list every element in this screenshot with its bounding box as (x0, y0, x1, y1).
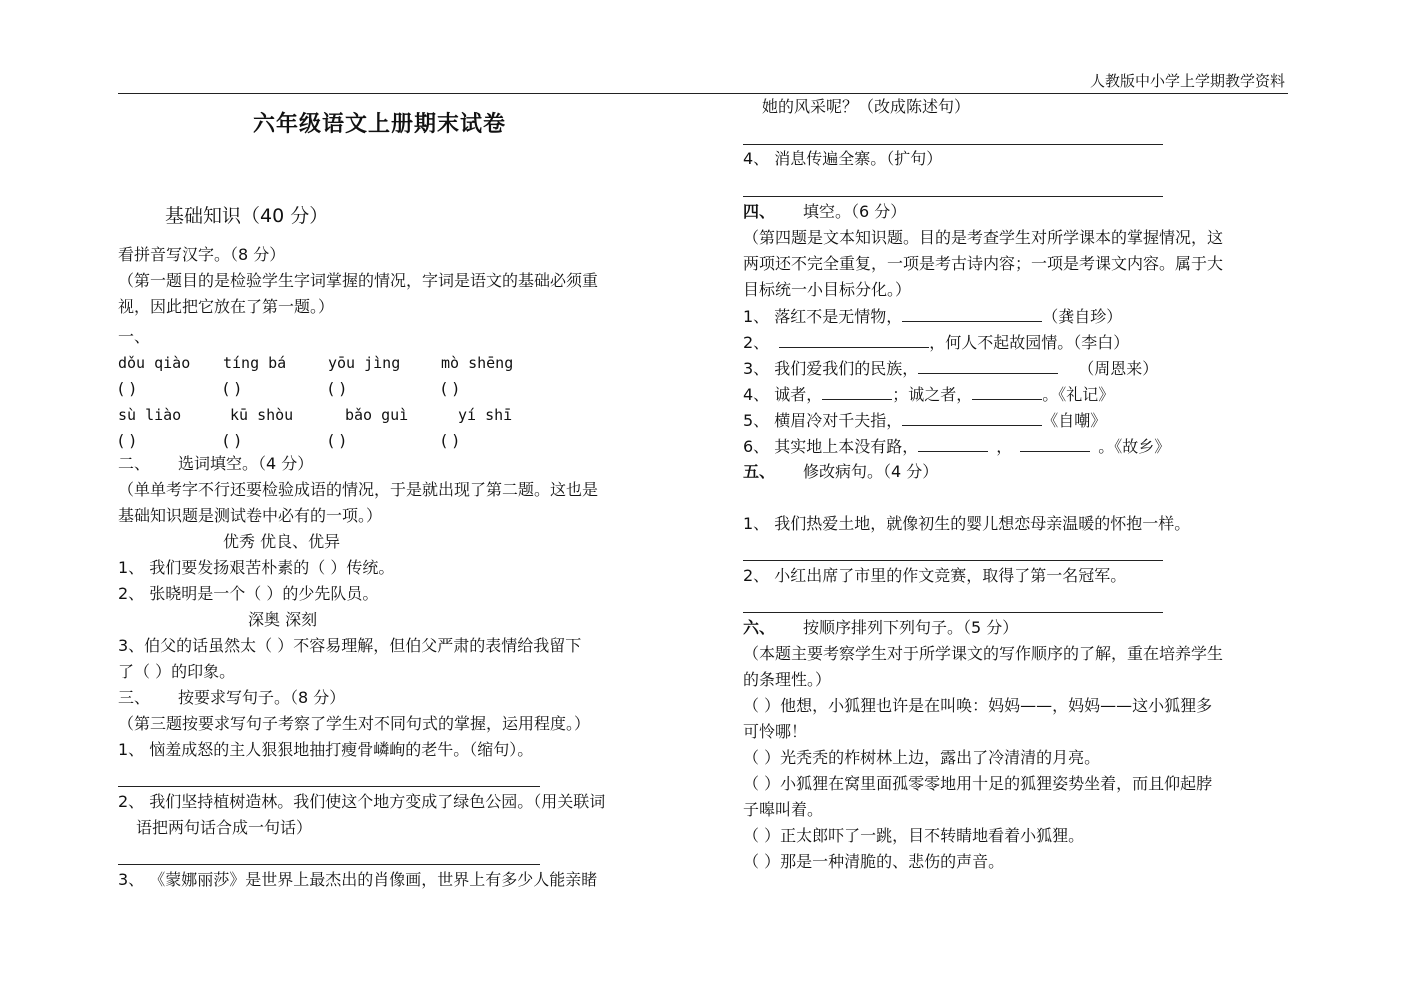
answer-line-q3-2[interactable] (118, 864, 540, 865)
header-text: 人教版中小学上学期教学资料 (1090, 72, 1286, 90)
q4-note-line1: （第四题是文本知识题。目的是考查学生对所学课本的掌握情况，这 (743, 228, 1224, 247)
blank-q4-6b[interactable] (1020, 433, 1090, 452)
q4-item-5-source: 《自嘲》 (1042, 411, 1107, 430)
q2-item-1: 1、 我们要发扬艰苦朴素的（ ）传统。 (118, 558, 395, 577)
answer-line-q3-4[interactable] (743, 196, 1163, 197)
q6-number: 六、 (743, 618, 776, 637)
answer-box-7[interactable]: ( ) (328, 431, 346, 450)
pinyin-1: dǒu qiào (118, 354, 191, 372)
q4-item-6-comma: ， (996, 437, 1013, 456)
q4-item-6-text: 6、 其实地上本没有路， (743, 437, 919, 456)
q4-note-line3: 目标统一小目标分化。） (743, 280, 912, 299)
q4-item-2 (743, 329, 1129, 356)
q4-item-6 (743, 433, 1170, 460)
q2-note-line2: 基础知识题是测试卷中必有的一项。） (118, 506, 383, 525)
q4-heading: 填空。（6 分） (803, 202, 907, 221)
q4-item-4-text1: 4、 诚者， (743, 385, 823, 404)
q6-note-line2: 的条理性。） (743, 670, 832, 689)
blank-q4-2[interactable] (779, 329, 929, 348)
q3-item-3-line1: 3、 《蒙娜丽莎》是世界上最杰出的肖像画，世界上有多少人能亲睹 (118, 870, 598, 889)
pinyin-2: tíng bá (223, 354, 287, 372)
q6-sentence-4: （ ）正太郎吓了一跳，目不转睛地看着小狐狸。 (743, 826, 1085, 845)
q1-heading: 看拼音写汉字。（8 分） (118, 245, 286, 264)
answer-line-q5-1[interactable] (743, 560, 1163, 561)
pinyin-6: kū shòu (230, 406, 294, 424)
blank-q4-1[interactable] (902, 303, 1042, 322)
answer-line-q3-1[interactable] (118, 786, 540, 787)
q5-number: 五、 (743, 462, 776, 481)
header-rule (118, 93, 1288, 94)
answer-line-q3-3[interactable] (743, 144, 1163, 145)
q4-item-1-source: （龚自珍） (1042, 307, 1123, 326)
q4-item-6-source: 。《故乡》 (1098, 437, 1171, 456)
q3-note: （第三题按要求写句子考察了学生对不同句式的掌握，运用程度。） (118, 714, 591, 733)
q4-item-3 (743, 355, 1158, 382)
q2-number: 二、 (118, 454, 151, 473)
q6-sentence-3-line1: （ ）小狐狸在窝里面孤零零地用十足的狐狸姿势坐着，而且仰起脖 (743, 774, 1213, 793)
answer-box-2[interactable]: ( ) (223, 379, 241, 398)
q3-item-1: 1、 恼羞成怒的主人狠狠地抽打瘦骨嶙峋的老牛。（缩句）。 (118, 740, 534, 759)
q3-heading: 按要求写句子。（8 分） (178, 688, 346, 707)
q4-item-1 (743, 303, 1122, 330)
q3-item-2-line1: 2、 我们坚持植树造林。我们使这个地方变成了绿色公园。（用关联词 (118, 792, 606, 811)
q4-number: 四、 (743, 202, 776, 221)
q2-note-line1: （单单考字不行还要检验成语的情况，于是就出现了第二题。这也是 (118, 480, 599, 499)
q4-item-3-text: 3、 我们爱我们的民族， (743, 359, 919, 378)
answer-box-5[interactable]: ( ) (118, 431, 136, 450)
section-heading: 基础知识（40 分） (165, 205, 329, 227)
q1-label: 一、 (118, 327, 151, 346)
q4-item-2-num: 2、 (743, 333, 770, 352)
q4-item-4-text2: ；诚之者， (892, 385, 973, 404)
q2-item-2: 2、 张晓明是一个（ ）的少先队员。 (118, 584, 379, 603)
q4-item-4-source: 。《礼记》 (1042, 385, 1115, 404)
answer-box-6[interactable]: ( ) (223, 431, 241, 450)
q4-item-5-text: 5、 横眉冷对千夫指， (743, 411, 903, 430)
blank-q4-3[interactable] (918, 355, 1058, 374)
q3-item-2-line2: 语把两句话合成一句话） (136, 818, 313, 837)
blank-q4-4b[interactable] (972, 381, 1042, 400)
answer-box-1[interactable]: ( ) (118, 379, 136, 398)
blank-q4-6a[interactable] (918, 433, 988, 452)
pinyin-5: sù liào (118, 406, 182, 424)
q4-item-1-text: 1、 落红不是无情物， (743, 307, 903, 326)
q5-item-1: 1、 我们热爱土地，就像初生的婴儿想恋母亲温暖的怀抱一样。 (743, 514, 1191, 533)
pinyin-7: bǎo guì (345, 406, 409, 424)
q3-item-3-line2: 她的风采呢？（改成陈述句） (762, 97, 971, 116)
q2-item-3-line1: 3、伯父的话虽然太（ ）不容易理解，但伯父严肃的表情给我留下 (118, 636, 582, 655)
blank-q4-5[interactable] (902, 407, 1042, 426)
pinyin-8: yí shī (458, 406, 513, 424)
pinyin-3: yōu jìng (328, 354, 401, 372)
q3-number: 三、 (118, 688, 151, 707)
q2-word-choices-1: 优秀 优良、优异 (223, 532, 341, 551)
q6-sentence-5: （ ）那是一种清脆的、悲伤的声音。 (743, 852, 1005, 871)
page-title: 六年级语文上册期末试卷 (253, 112, 507, 137)
answer-box-8[interactable]: ( ) (441, 431, 459, 450)
q6-sentence-2: （ ）光秃秃的柞树林上边，露出了冷清清的月亮。 (743, 748, 1101, 767)
q2-word-choices-2: 深奥 深刻 (248, 610, 318, 629)
q4-note-line2: 两项还不完全重复，一项是考古诗内容；一项是考课文内容。属于大 (743, 254, 1224, 273)
pinyin-4: mò shēng (441, 354, 514, 372)
q6-sentence-1-line1: （ ）他想，小狐狸也许是在叫唤：妈妈——，妈妈——这小狐狸多 (743, 696, 1213, 715)
q6-note-line1: （本题主要考察学生对于所学课文的写作顺序的了解，重在培养学生 (743, 644, 1224, 663)
q4-item-5 (743, 407, 1106, 434)
q1-note-line1: （第一题目的是检验学生字词掌握的情况，字词是语文的基础必须重 (118, 271, 599, 290)
blank-q4-4a[interactable] (822, 381, 892, 400)
q5-item-2: 2、 小红出席了市里的作文竞赛，取得了第一名冠军。 (743, 566, 1127, 585)
q6-sentence-1-line2: 可怜哪！ (743, 722, 808, 741)
q4-item-4 (743, 381, 1114, 408)
q4-item-3-source: （周恩来） (1078, 359, 1159, 378)
q3-item-4: 4、 消息传遍全寨。（扩句） (743, 149, 943, 168)
q2-heading: 选词填空。（4 分） (178, 454, 314, 473)
answer-box-4[interactable]: ( ) (441, 379, 459, 398)
q2-item-3-line2: 了（ ）的印象。 (118, 662, 236, 681)
q6-sentence-3-line2: 子嗥叫着。 (743, 800, 824, 819)
answer-line-q5-2[interactable] (743, 612, 1163, 613)
q6-heading: 按顺序排列下列句子。（5 分） (803, 618, 1019, 637)
q5-heading: 修改病句。（4 分） (803, 462, 939, 481)
answer-box-3[interactable]: ( ) (328, 379, 346, 398)
q4-item-2-text: ，何人不起故园情。（李白） (929, 333, 1130, 352)
q1-note-line2: 视，因此把它放在了第一题。） (118, 297, 335, 316)
